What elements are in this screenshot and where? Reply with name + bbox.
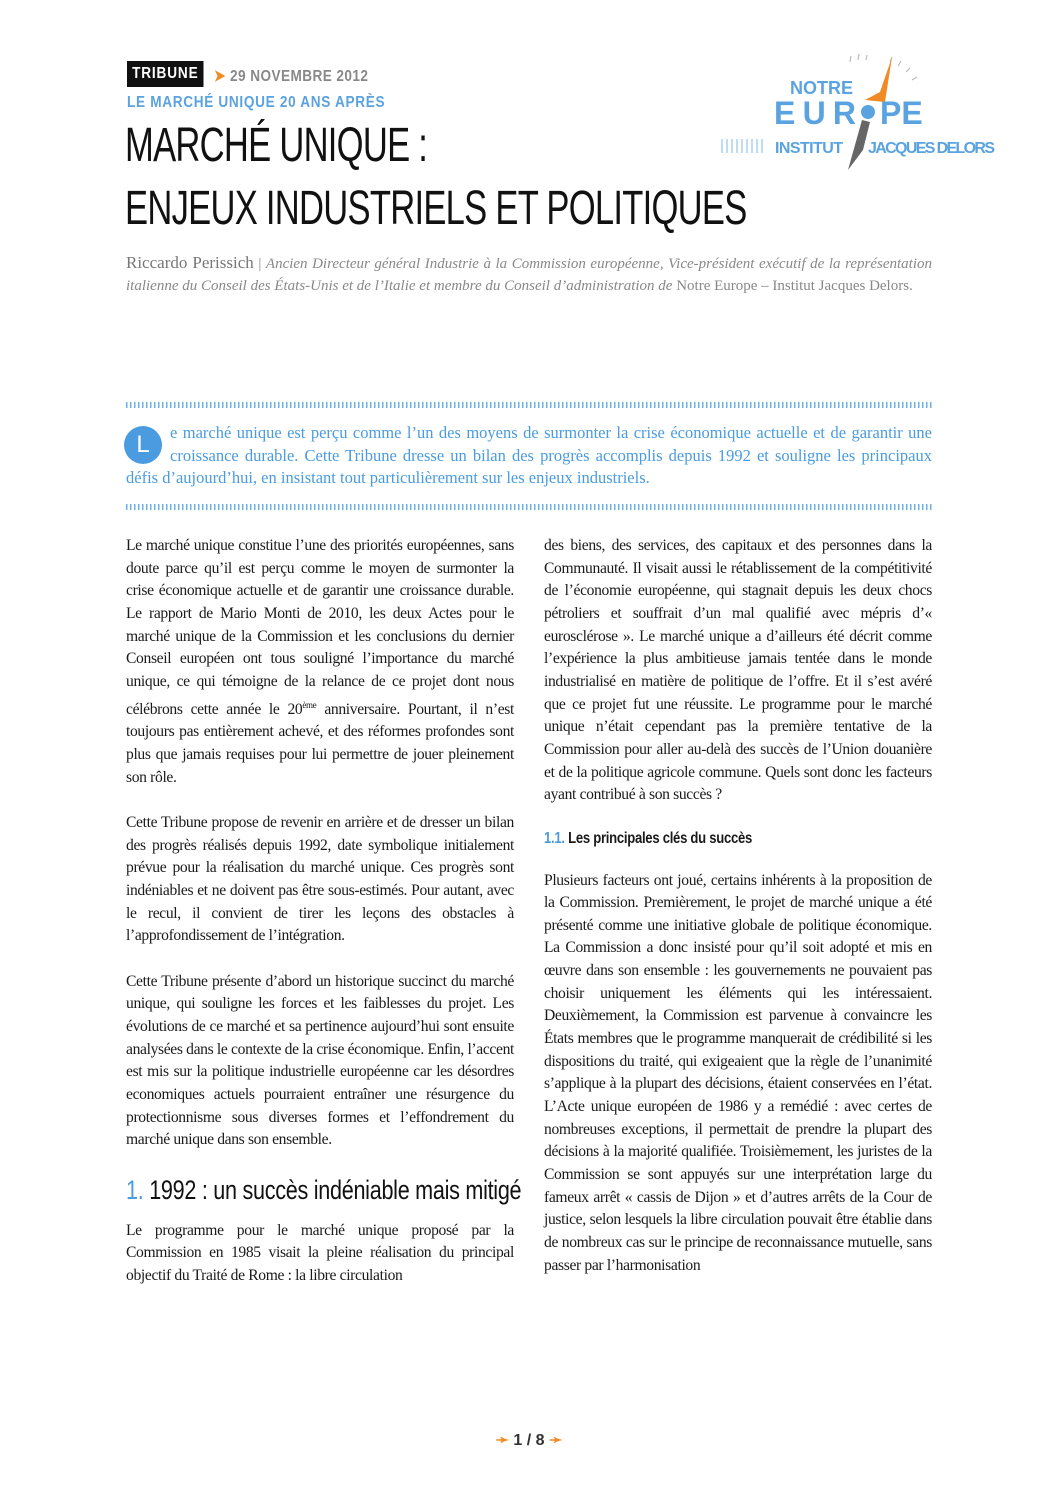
paragraph: Cette Tribune propose de revenir en arrière et de dresser un bilan des progrès réalisés depuis 1992, date symbolique initialement prévue pour la réalisation du marché unique. Ces progrès sont indéniables et ne doivent pas être sous-estimés. Pour autant, avec le recul, il convient de tirer les leçons des obstacles à l’approfondissement de l’intégration. [126,814,514,945]
svg-text:JACQUES DELORS: JACQUES DELORS [868,140,995,157]
svg-text:PE: PE [880,95,923,131]
author-name: Riccardo Perissich [126,253,254,272]
lead-paragraph [126,422,932,490]
section-heading: 1. 1992 : un succès indéniable mais mitigé [126,1174,522,1205]
author-info [126,252,932,297]
paragraph: Le marché unique constitue l’une des priorités européennes, sans doute parce qu’il est perçu comme le moyen de surmonter la crise économique actuelle et de garantir une croissance durable. Le rapport de Mario Monti de 2010, les deux Actes pour le marché unique de la Commission et les conclusions du dernier Conseil européen ont tous souligné l’importance du marché unique, ce qui témoigne de la relance de ce projet dont nous célébrons cette année le 20ème anniversaire. Pourtant, il n’est toujours pas entièrement achevé, et des réformes profondes sont plus que jamais requises pour lui permettre de jouer pleinement son rôle. [126,537,514,786]
right-column [544,535,932,1300]
dotted-divider [126,504,932,510]
author-org: Notre Europe – Institut Jacques Delors. [676,277,913,294]
dropcap: L [124,426,162,464]
page-number: ➛ 1 / 8 ➛ [495,1432,563,1449]
notre-europe-logo [720,52,1000,172]
lead-text: e marché unique est perçu comme l’un des moyens de surmonter la crise économique actuelle et de garantir une croissance durable. Cette Tribune dresse un bilan des progrès accomplis depuis 1992 et souligne les principaux défis d’aujourd’hui, en insistant tout particulièrement sur les enjeux industriels. [126,423,932,487]
series-title: LE MARCHÉ UNIQUE 20 ANS APRÈS [127,94,386,111]
document-type-tag: TRIBUNE [127,61,204,87]
date-text: 29 NOVEMBRE 2012 [230,68,369,85]
paragraph: Le programme pour le marché unique proposé par la Commission en 1985 visait la pleine réalisation du principal objectif du Traité de Rome : la libre circulation [126,1221,514,1284]
dotted-divider [126,402,932,408]
paragraph: des biens, des services, des capitaux et des personnes dans la Communauté. Il visait aussi le rétablissement de la compétitivité de l’économie européenne, qui stagnait depuis les deux chocs pétroliers et souffrait d’un mal qualifié avec mépris d’« eurosclérose ». Le marché unique a d’ailleurs été décrit comme l’expérience la plus ambitieuse jamais tentée dans le monde industrialisé en matière de politique de l’offre. Et il s’est avéré que ce projet fut une réussite. Le programme pour le marché unique n’était cependant pas la première tentative de la Commission pour aller au-delà des succès de l’Union douanière et de la politique agricole commune. Quels sont donc les facteurs ayant contribué à son succès ? [544,537,932,804]
page-title-line1: MARCHÉ UNIQUE : [125,119,428,172]
subsection-heading: 1.1. Les principales clés du succès [544,829,753,847]
page-title-line2: ENJEUX INDUSTRIELS ET POLITIQUES [125,182,747,235]
paragraph: Plusieurs facteurs ont joué, certains inhérents à la proposition de la Commission. Premièrement, le projet de marché unique a été présenté comme une initiative globale de politique économique. La Commission a donc insisté pour qu’il soit adopté et mis en œuvre dans son ensemble : les gouvernements ne pouvaient pas choisir uniquement les éléments qui les intéressaient. Deuxièmement, la Commission est parvenue à convaincre les États membres que le programme manquerait de crédibilité si les dispositions du traité, qui exigeaient que la règle de l’unanimité s’applique à la plupart des décisions, étaient conservées en l’état. L’Acte unique européen de 1986 y a remédié : avec certes de nombreuses exceptions, il permettait de prendre la plupart des décisions à la majorité qualifiée. Troisièmement, les juristes de la Commission se sont appuyés sur une interprétation large du fameux arrêt « cassis de Dijon » et d’autres arrêts de la Cour de justice, selon lesquels la libre circulation pouvait être établie dans de nombreux cas sur le principe de reconnaissance mutuelle, sans passer par l’harmonisation [544,871,932,1274]
publication-date [214,66,368,86]
separator: | [258,256,262,272]
svg-text:NOTRE: NOTRE [790,78,853,98]
author-bio: Ancien Directeur général Industrie à la Commission européenne, Vice-président exécutif de la représentation italienne du Conseil des États-Unis et de l’Italie et membre du Conseil d’administration de [126,256,933,294]
paragraph: Cette Tribune présente d’abord un historique succinct du marché unique, qui souligne les forces et les faiblesses du projet. Les évolutions de ce marché et sa pertinence aujourd’hui sont ensuite analysées dans le contexte de la crise économique. Enfin, l’accent est mis sur la politique industrielle européenne car les désordres economiques actuels pourraient entraîner une résurgence du protectionnisme sous diverses formes et l’effondrement du marché unique dans son ensemble. [126,972,514,1149]
svg-text:INSTITUT: INSTITUT [775,140,843,157]
arrow-icon: ➤ [214,68,226,85]
left-column [126,535,522,1310]
svg-text:EUR: EUR [774,95,856,131]
